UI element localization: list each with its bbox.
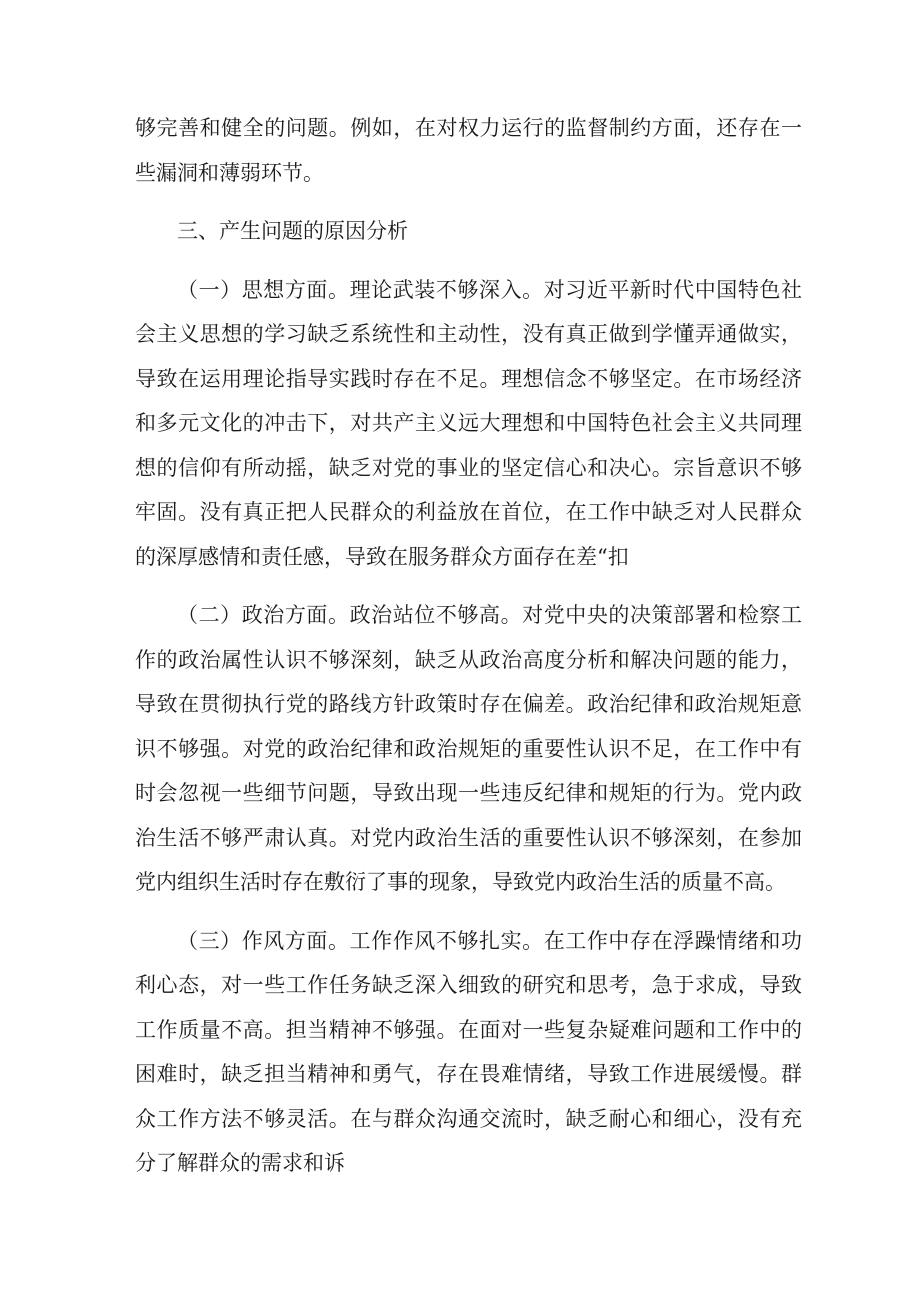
paragraph-continuation: 够完善和健全的问题。例如，在对权力运行的监督制约方面，还存在一些漏洞和薄弱环节。 bbox=[135, 116, 802, 185]
section-heading: 三、产生问题的原因分析 bbox=[177, 219, 408, 243]
paragraph-work-style: （三）作风方面。工作作风不够扎实。在工作中存在浮躁情绪和功利心态，对一些工作任务缺乏深入细致的研究和思考，急于求成，导致工作质量不高。担当精神不够强。在面对一些复杂疑难问题和工作中的困难时，缺乏担当精神和勇气，存在畏难情绪，导致工作进展缓慢。群众工作方法不够灵活。在与群众沟通交流时，缺乏耐心和细心，没有充分了解群众的需求和诉 bbox=[135, 928, 802, 1175]
paragraph-politics: （二）政治方面。政治站位不够高。对党中央的决策部署和检察工作的政治属性认识不够深刻，缺乏从政治高度分析和解决问题的能力，导致在贯彻执行党的路线方针政策时存在偏差。政治纪律和政治规矩意识不够强。对党的政治纪律和政治规矩的重要性认识不足，在工作中有时会忽视一些细节问题，导致出现一些违反纪律和规矩的行为。党内政治生活不够严肃认真。对党内政治生活的重要性认识不够深刻，在参加党内组织生活时存在敷衍了事的现象，导致党内政治生活的质量不高。 bbox=[135, 603, 802, 894]
paragraph-ideology: （一）思想方面。理论武装不够深入。对习近平新时代中国特色社会主义思想的学习缺乏系统性和主动性，没有真正做到学懂弄通做实，导致在运用理论指导实践时存在不足。理想信念不够坚定。在市场经济和多元文化的冲击下，对共产主义远大理想和中国特色社会主义共同理想的信仰有所动摇，缺乏对党的事业的坚定信心和决心。宗旨意识不够牢固。没有真正把人民群众的利益放在首位，在工作中缺乏对人民群众的深厚感情和责任感，导致在服务群众方面存在差“扣 bbox=[135, 277, 802, 569]
